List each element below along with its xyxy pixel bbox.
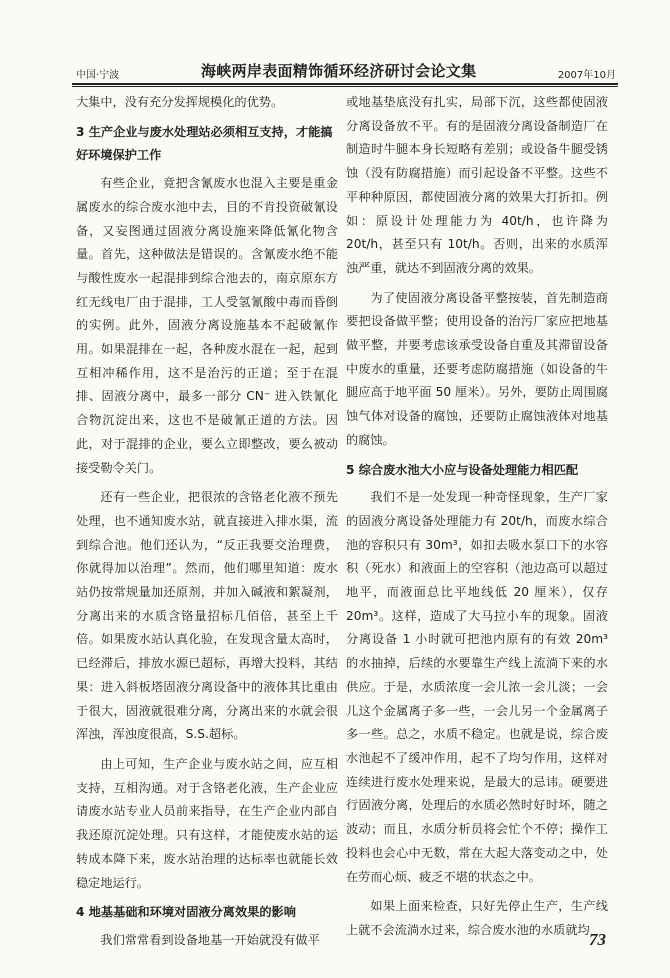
paragraph: 如果上面来检查，只好先停止生产，生产线上就不会流淌水过来，综合废水池的水质就均 <box>346 899 608 937</box>
paragraph: 为了使固液分离设备平整按装，首先制造商要把设备做平整；使用设备的治污厂家应把地基做平整，并要考虑该承受设备自重及其滞留设备中废水的重量，还要考虑防腐措施（如设备的牛腿应高于地平面 50 厘米）。另外，要防止周围腐蚀气体对设备的腐蚀，还要防止腐蚀液体对地基的腐蚀。 <box>346 290 608 447</box>
left-column <box>76 91 338 959</box>
section-heading-3: 3 生产企业与废水处理站必须相互支持，才能搞好环境保护工作 <box>76 124 333 163</box>
header-rule-thin <box>72 86 618 87</box>
header-date: 2007年10月 <box>557 70 616 81</box>
paragraph: 还有一些企业，把很浓的含铬老化液不预先处理，也不通知废水站，就直接进入排水渠，流到综合池。他们还认为，“反正我要交治理费，你就得加以治理”。然而，他们哪里知道：废水站仍按常规量加还原剂，并加入碱液和絮凝剂，分离出来的水质含铬量招标几佰倍，甚至上千倍。如果废水站认真化验，在发现含量太高时，已经滞后，排放水源已超标，再增大投料，其结果：进入斜板塔固液分离设备中的液体其比重由于很大，固液就很难分离，分离出来的水就会很浑浊，浑浊度很高，S.S.超标。 <box>76 490 338 742</box>
header-location: 中国·宁波 <box>76 70 120 81</box>
page-number: 73 <box>589 930 606 949</box>
paragraph: 我们不是一处发现一种奇怪现象，生产厂家的固液分离设备处理能力有 20t/h，而废水综合池的容积只有 30m³，如扣去吸水泵口下的水容积（死水）和液面上的空容积（池边高可以超过地平，而液面总比平地线低 20 厘米），仅存 20m³。这样，造成了大马拉小车的现象。固液分离设备 1 小时就可把池内原有的有效 20m³ 的水抽掉，后续的水要靠生产线上流淌下来的水供应。于是，水质浓度一会儿浓一会儿淡；一会儿这个金属离子多一些，一会儿另一个金属离子多一些。总之，水质不稳定。也就是说，综合废水池起不了缓冲作用，起不了均匀作用，这样对连续进行废水处理来说，是最大的忌讳。硬要进行固液分离，处理后的水质必然时好时坏，随之波动；而且，水质分析员将会忙个不停；操作工投料也会心中无数，常在大起大落变动之中，处在劳而心烦、疲乏不堪的状态之中。 <box>346 490 608 884</box>
header-rule-thick <box>72 83 618 85</box>
section-heading-4: 4 地基基础和环境对固液分离效果的影响 <box>76 905 296 920</box>
header-title: 海峡两岸表面精饰循环经济研讨会论文集 <box>201 62 477 80</box>
paragraph: 大集中，没有充分发挥规模化的优势。 <box>76 95 284 109</box>
paragraph: 或地基垫底没有扎实，局部下沉，这些都使固液分离设备放不平。有的是固液分离设备制造厂在制造时牛腿本身长短略有差别；或设备牛腿受锈蚀（没有防腐措施）而引起设备不平整。这些不平种种原因，都使固液分离的效果大打折扣。例如：原设计处理能力为 40t/h，也许降为 20t/h，甚至只有 10t/h。否则，出来的水质浑浊严重，就达不到固液分离的效果。 <box>346 95 608 275</box>
paragraph: 有些企业，竟把含氰废水也混入主要是重金属废水的综合废水池中去，目的不肯投资破氰设备，又妄图通过固液分离设施来降低氰化物含量。首先，这种做法是错误的。含氰废水绝不能与酸性废水一起混排到综合池去的，南京原东方红无线电厂由于混排，工人受氢氰酸中毒而昏倒的实例。此外，固液分离设施基本不起破氰作用。如果混排在一起，各种废水混在一起，起到互相冲稀作用，这不是治污的正道；至于在混排、固液分离中，最多一部分 CN⁻ 进入铁氰化合物沉淀出来，这也不是破氰正道的方法。因此，对于混排的企业，要么立即整改，要么被动接受勒令关门。 <box>76 176 338 475</box>
section-heading-5: 5 综合废水池大小应与设备处理能力相匹配 <box>346 462 579 477</box>
paragraph: 由上可知，生产企业与废水站之间，应互相支持，互相沟通。对于含铬老化液，生产企业应请废水站专业人员前来指导，在生产企业内部自我还原沉淀处理。只有这样，才能使废水站的运转成本降下来，废水站治理的达标率也就能长效稳定地运行。 <box>76 756 338 890</box>
running-header <box>76 60 616 82</box>
right-column <box>346 91 608 949</box>
paragraph: 我们常常看到设备地基一开始就没有做平 <box>100 932 320 947</box>
